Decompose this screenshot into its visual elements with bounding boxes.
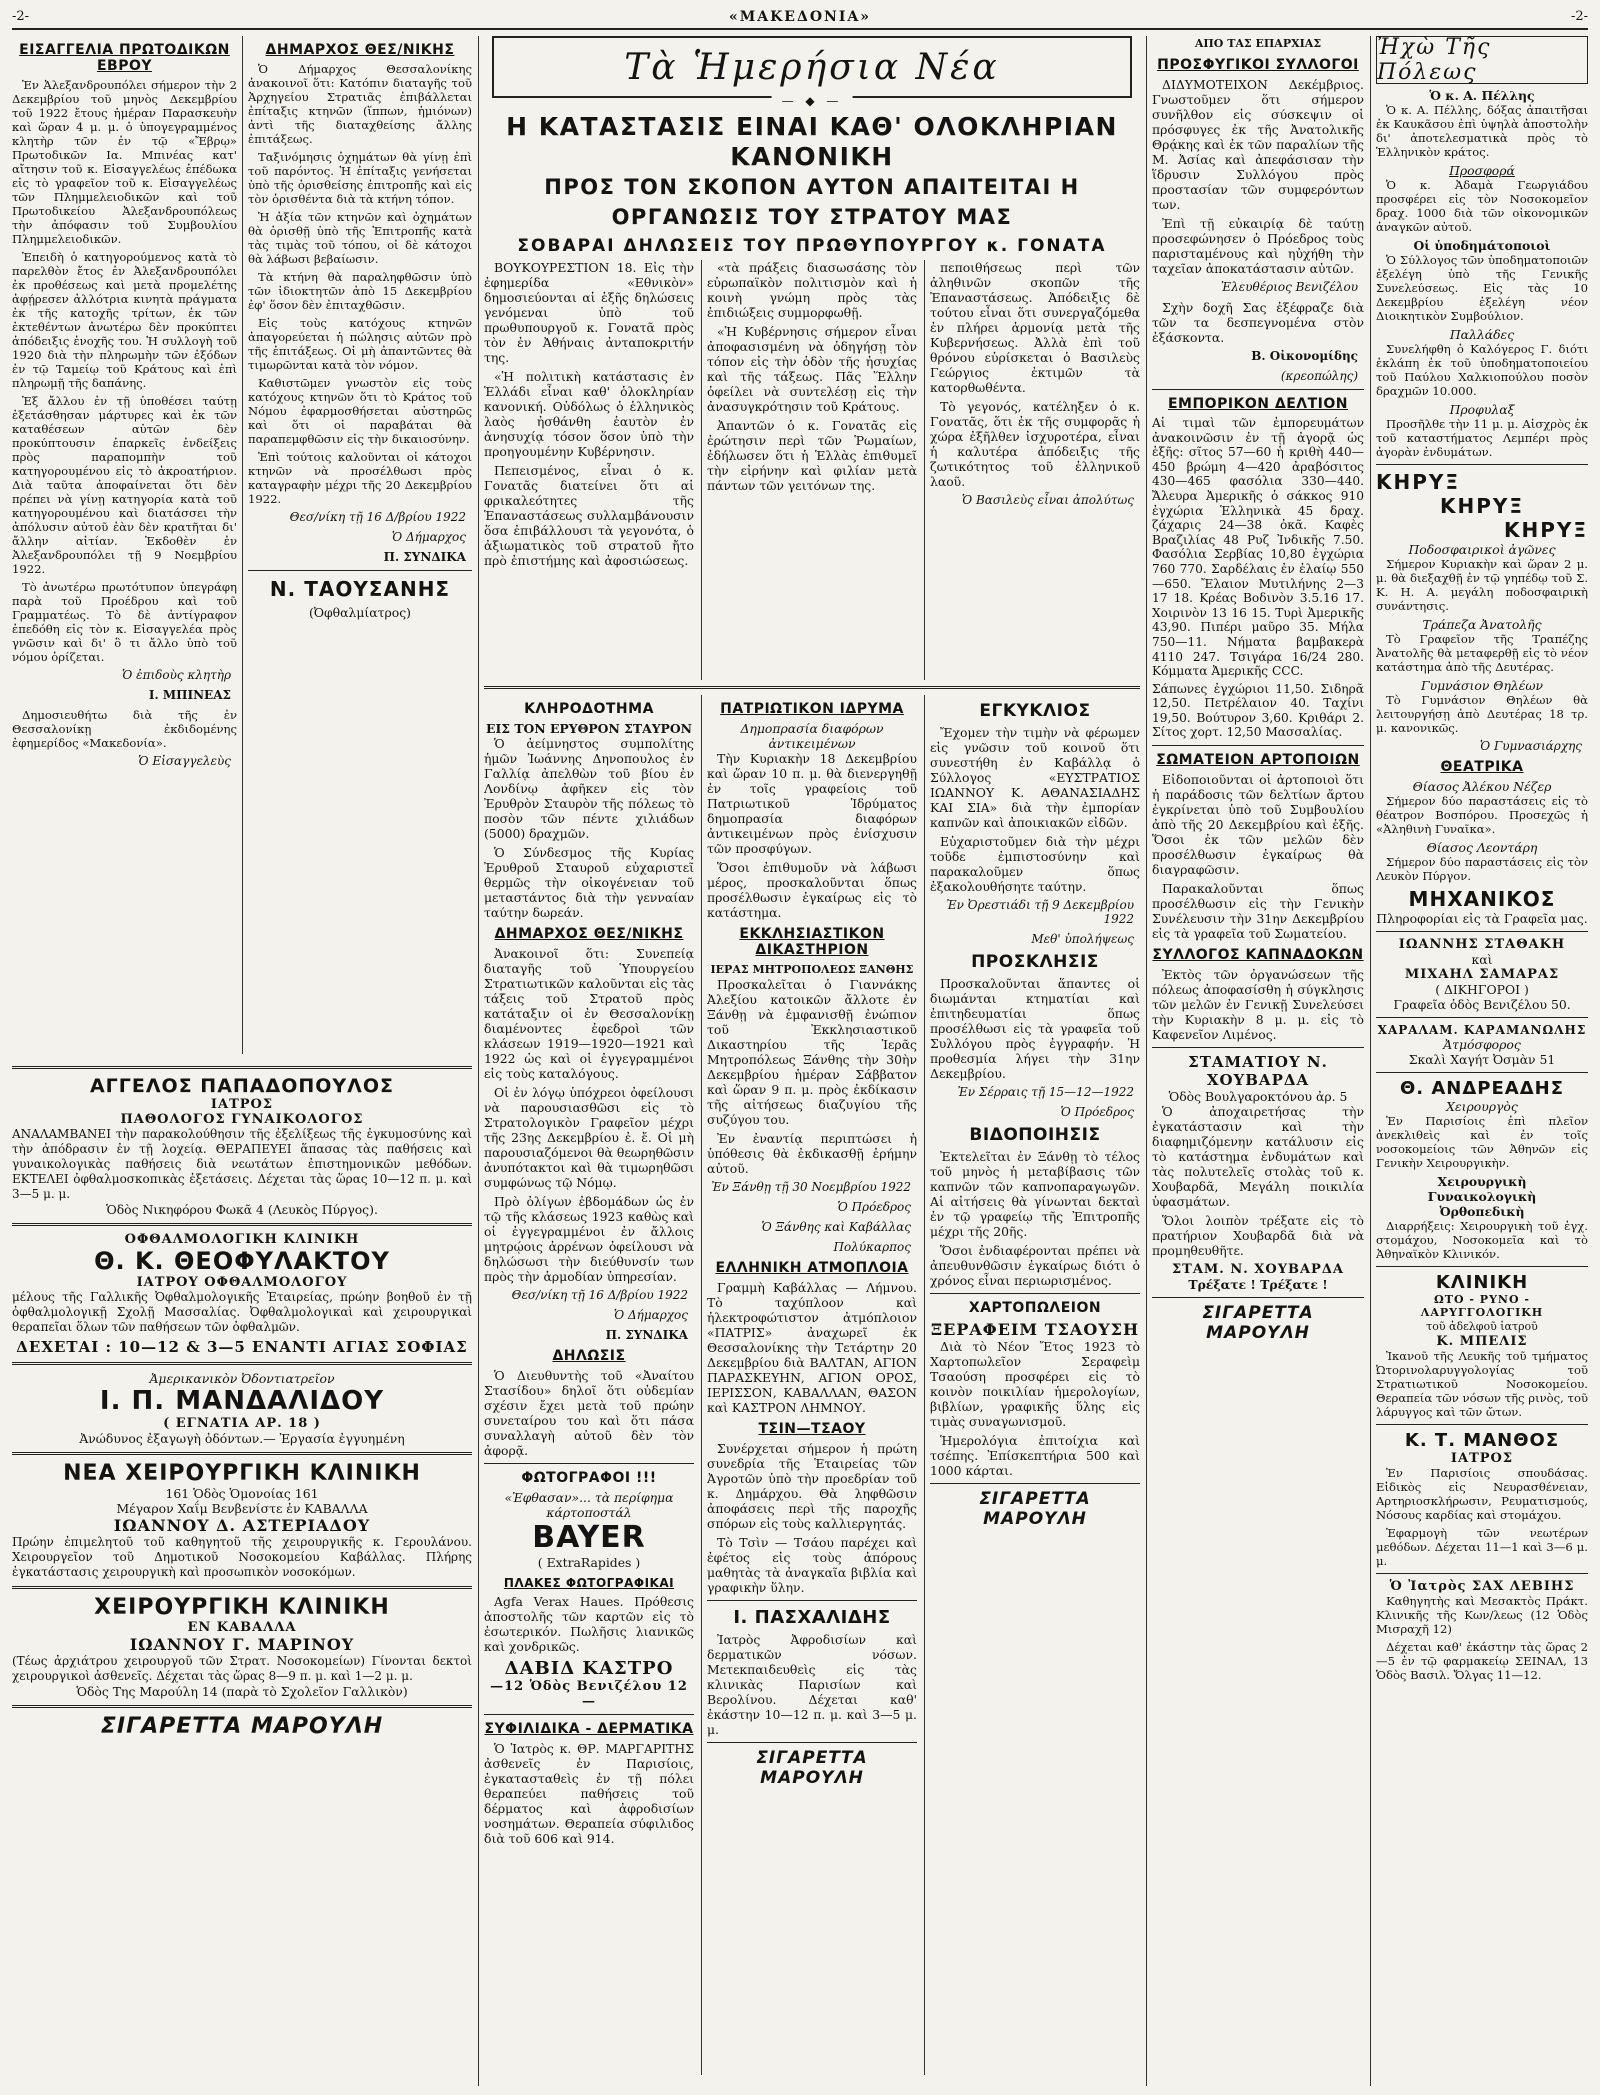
lead-col-2	[707, 260, 917, 497]
ad-name: ΙΩΑΝΝΗΣ ΣΤΑΘΑΚΗ	[1398, 937, 1566, 952]
news-title: Παλλάδες	[1449, 327, 1515, 342]
headline-klirodotima: ΚΛΗΡΟΔΟΤΗΜΑ	[524, 701, 654, 717]
article-text: Τὸ Τσὶν — Τσάου παρέχει καὶ ἐφέτος εἰς τοὺς ἀπόρους μαθητὰς τὰ ἀναγκαῖα βιβλία καὶ γραφικὴν ὕλην.	[707, 1535, 917, 1595]
ad-text: καὶ	[1471, 952, 1493, 967]
article-text: Ἐκτὸς τῶν ὀργανώσεων τῆς πόλεως ἀποφασίσθη ἡ σύγκλησις τῶν μελῶν ἐν Γενικῇ Συνελεύσει τὴν Κυριακὴν 8 μ. μ. εἰς τὸ Καφενεῖον Λιμένος.	[1152, 967, 1364, 1043]
subheadline: ΕΙΣ ΤΟΝ ΕΡΥΘΡΟΝ ΣΤΑΥΡΟΝ	[486, 721, 692, 736]
lead-headline: Η ΚΑΤΑΣΤΑΣΙΣ ΕΙΝΑΙ ΚΑΘ' ΟΛΟΚΛΗΡΙΑΝ ΚΑΝΟΝΙΚΗ	[506, 112, 1118, 171]
ad-address: Ὁδὸς Βουλγαροκτόνου ἀρ. 5	[1168, 1089, 1348, 1105]
section-banner	[492, 36, 1132, 108]
lead-article	[484, 260, 1140, 680]
column-rule	[701, 695, 702, 2075]
section-label: ΑΠΟ ΤΑΣ ΕΠΑΡΧΙΑΣ	[1194, 37, 1322, 50]
ad-name: ΧΑΡΑΛΑΜ. ΚΑΡΑΜΑΝΩΛΗΣ	[1377, 1023, 1587, 1037]
ad-text: Ὁ ἀποχαιρετήσας τὴν ἐγκατάστασιν καὶ τὴν διαφημιζόμενην κατάλυσιν εἰς τὸ κατάστημα ἐνδυμάτων καὶ τὰς πολυτελεῖς στολὰς τοῦ κ. Χουβαρδᾶ, Μεγάλη ποικιλία ὑφασμάτων.	[1152, 1104, 1364, 1210]
divider	[1152, 389, 1364, 390]
divider	[12, 1223, 472, 1226]
ad-mandalidou-title: Ι. Π. ΜΑΝΔΑΛΙΔΟΥ	[99, 1386, 385, 1416]
ad-text: Ἐν Παρισίοις ἐπὶ πλεῖον ἀνεκλιθεὶς καὶ ἐν τοῖς νοσοκομείοις τῶν Ἀθηνῶν εἰς Γενικὴν Χειρουργικὴν.	[1376, 1114, 1588, 1170]
signature-date: Ἐν Ὀρεστιάδι τῇ 9 Δεκεμβρίου 1922	[946, 898, 1134, 926]
commodity-prices: Αἱ τιμαὶ τῶν ἐμπορευμάτων ἀνακοινῶσιν ἐν τῇ ἀγορᾷ ὡς ἑξῆς: σῖτος 57—60 ἡ κριθὴ 440—450 βρώμη 4—420 ἀραβόσιτος 430—465 φασόλια 330—440. Ἄλευρα Ἀμερικῆς ὁ σάκκος 910 ἐγχώρια Ἑλληνικὰ 45 δραχ. ζάχαρις 24—38 ὀκᾶ. Καφὲς Βραζιλίας 48 Ρυζ Ἰνδικῆς 7.50. Φασόλια Σερβίας 10,80 ἐγχώρια 760 770. Σαρδέλαις ἐν ἐλαίῳ 550—650. Ἔλαιον Μυτιλήνης 2—3 17 18. Κρέας Βοδινὸν 3.5.16 17. Χοιρινὸν 13 16 15. Τυρὶ Ἀμερικῆς 43,90. Πιπέρι μαῦρο 35. Μήλα 750—11. Νήματα βαμβακερὰ 4110 247. Τσιγάρα 16/24 280. Κόμματα Ἀμερικῆς CCC.	[1152, 416, 1364, 679]
headline-taousanis: Ν. ΤΑΟΥΣΑΝΗΣ	[269, 577, 451, 601]
article-text: Προσκαλεῖται ὁ Γιαννάκης Ἀλεξίου κατοικῶν ἄλλοτε ἐν Ξάνθῃ νὰ ἐμφανισθῇ ἐνώπιον τοῦ Ἐκκλησιαστικοῦ Δικαστηρίου τῆς Ἱερᾶς Μητροπόλεως Ξάνθης τὴν 30ὴν Δεκεμβρίου ἡμέραν Σάββατον καὶ ὥραν 9 π. μ. πρὸς ἐκδίκασιν τῆς αἰτήσεως διαζυγίου τῆς συζύγου του.	[707, 977, 917, 1127]
divider	[1152, 1297, 1364, 1298]
article-text: Ἐπειδὴ ὁ κατηγορούμενος κατὰ τὸ παρελθὸν ἔτος ἐν Ἀλεξανδρουπόλει ἐκ προθέσεως καὶ μετὰ προμελέτης ἀφῄρεσεν ἀλλότρια κινητὰ πράγματα ἐκ τῆς κατοχῆς τρίτων, ἐκ τῶν ἐκτεθέντων ἀνωτέρω δὲν προκύπτει ἀπόδειξις ἐνοχῆς του. Ἡ συλλογὴ τοῦ 1920 διὰ τὴν πληρωμὴν τῶν ἐξόδων ἐν τῷ Ταμείῳ τοῦ Κράτους καὶ ἐπὶ πληρωμῇ τῆς δαπάνης.	[12, 250, 237, 390]
lead-col-1	[484, 260, 694, 572]
news-title: Ὁ κ. Α. Πέλλης	[1429, 88, 1535, 103]
article-text: «Ἡ Κυβέρνησις σήμερον εἶναι ἀποφασισμένη νὰ ὁδηγήσῃ τὸν τόπον εἰς τὴν ὁδὸν τῆς ἠσυχίας καὶ τῆς τάξεως. Πᾶς Ἕλλην ὀφείλει νὰ συντελέσῃ εἰς τὴν ἀνασυγκρότησιν τοῦ Κράτους.	[707, 324, 917, 414]
headline-prosfygikoi: ΠΡΟΣΦΥΓΙΚΟΙ ΣΥΛΛΟΓΟΙ	[1157, 57, 1359, 73]
ad-text: (Τέως ἀρχιάτρου χειρουργοῦ τῶν Στρατ. Νοσοκομείων) Γίνονται δεκτοὶ χειρουργικοὶ ἀσθενεῖς. Δέχεται τὰς ὥρας 8—9 π. μ. καὶ 1—2 μ. μ.	[12, 1654, 472, 1683]
divider	[1152, 1047, 1364, 1048]
divider	[12, 1586, 472, 1589]
ad-subtitle: τοῦ ἀδελφοῦ ἰατροῦ	[1426, 1320, 1538, 1333]
ad-text: Agfa Verax Haues. Πρόθεσις ἀποστολῆς τῶν καρτῶν εἰς τὸ ἐσωτερικόν. Πωλῆσις λιανικῶς καὶ χονδρικῶς.	[484, 1594, 694, 1654]
ad-text: Ἐφαρμογὴ τῶν νεωτέρων μεθόδων. Δέχεται 11—1 καὶ 3—6 μ. μ.	[1376, 1526, 1588, 1568]
column-rule	[924, 695, 925, 2075]
ad-address: 161 Ὁδὸς Ὁμονοίας 161	[165, 1486, 319, 1501]
ad-clinic2-title: ΧΕΙΡΟΥΡΓΙΚΗ ΚΛΙΝΙΚΗ	[94, 1595, 390, 1620]
ad-subtitle: ΙΑΤΡΟΣ	[210, 1097, 274, 1112]
ad-kliniki: ΚΛΙΝΙΚΗ	[1435, 1272, 1529, 1293]
divider	[12, 1066, 472, 1069]
headline-artopoioi: ΣΩΜΑΤΕΙΟΝ ΑΡΤΟΠΟΙΩΝ	[1156, 752, 1360, 769]
ad-header: Ἀμερικανικὸν Ὀδοντιατρεῖον	[149, 1371, 335, 1386]
divider	[930, 1483, 1140, 1484]
signature: Ὁ ἐπιδοὺς κλητὴρ	[122, 668, 231, 682]
article-text: «τὰ πράξεις διασωσάσης τὸν εὐρωπαϊκὸν πολιτισμὸν καὶ ἡ κοινὴ γνώμη πρὸς τὰς ἐπιδιώξεις συμμορφωθῇ.	[707, 260, 917, 320]
article-text: Εὐχαριστοῦμεν διὰ τὴν μέχρι τοῦδε ἐμπιστοσύνην καὶ παρακαλοῦμεν ὅπως ἐξακολουθήσητε ταύτην.	[930, 834, 1140, 894]
news-title: Τράπεζα Ἀνατολῆς	[1422, 617, 1542, 632]
column-rule	[242, 36, 243, 1054]
article-text: Ἐν ἐναντίᾳ περιπτώσει ἡ ὑπόθεσις θὰ ἐκδικασθῇ ἐρήμην αὐτοῦ.	[707, 1131, 917, 1176]
article-text: Καθιστῶμεν γνωστὸν εἰς τοὺς κατόχους κτηνῶν ὅτι τὸ Κράτος τοῦ Νόμου ἐφαρμοσθήσεται αὐστηρῶς καὶ ὅτι οἱ παραβάται θὰ παραπεμφθῶσιν εἰς τὴν δικαιοσύνην.	[248, 376, 472, 446]
headline-fotografoi: ΦΩΤΟΓΡΑΦΟΙ !!!	[521, 1470, 657, 1486]
ad-text: Ἐν Παρισίοις σπουδάσας. Εἰδικὸς εἰς Νευρασθένειαν, Αρτηριοσκλήρωσιν, Ρευματισμούς, Νόσους καρδίας καὶ στομάχου.	[1376, 1466, 1588, 1522]
article-text: Ἐν Ἀλεξανδρουπόλει σήμερον τὴν 2 Δεκεμβρίου τοῦ μηνὸς Δεκεμβρίου τοῦ 1922 ἔτους ἡμέραν Παρασκευὴν καὶ ὥραν 4 μ. μ. ὁ ὑπογεγραμμένος κλητὴρ τῶν ἐν τῷ «Ἔβρῳ» Πρωτοδικῶν Ια. Μπινέας κατ' αἴτησιν τοῦ κ. Εἰσαγγελέως ἐπέδωκα εἰς τὸ γραφεῖον τοῦ κ. Εἰσαγγελέως τῶν Πλημμελειοδικῶν καὶ τοῦ Πρωτοδικείου Ἀλεξανδρουπόλεως τὴν ἀπόφασιν τοῦ Συμβουλίου Πλημμελειοδικῶν.	[12, 78, 237, 246]
news-title: Θίασος Λεοντάρη	[1426, 840, 1538, 855]
ad-name: Ὁ Ἰατρὸς ΣΑΧ ΛΕΒΙΗΣ	[1389, 1579, 1575, 1594]
article-text: Ὁ Δήμαρχος Θεσσαλονίκης ἀνακοινοῖ ὅτι: Κατόπιν διαταγῆς τοῦ Ἀρχηγείου Στρατιᾶς ἐπιβάλλεται ἐπίταξις κτηνῶν (ἵππων, ἡμιόνων) ἀντὶ τῆς διαταχθείσης ἄλλης ἐπιτάξεως.	[248, 62, 472, 146]
article-text: Ἀπαντῶν ὁ κ. Γονατᾶς εἰς ἐρώτησιν περὶ τῶν Ῥωμαίων, ἐδήλωσεν ὅτι ἡ Ἑλλὰς ἐπιθυμεῖ τὴν εἰρήνην καὶ φιλίαν μετὰ πάντων τῶν γειτόνων της.	[707, 418, 917, 493]
signature: Ὁ Γυμνασιάρχης	[1479, 739, 1582, 753]
ad-address: —12 Ὁδὸς Βενιζέλου 12—	[490, 1679, 688, 1709]
signature: Ὁ Δήμαρχος	[613, 1308, 688, 1322]
right-column	[1152, 36, 1364, 1343]
signature: Ὁ Πρόεδρος	[1060, 1105, 1134, 1119]
signature: Μεθ' ὑπολήψεως	[1031, 932, 1134, 946]
article-text: Δημοσιευθήτω διὰ τῆς ἐν Θεσσαλονίκῃ ἐκδιδομένης ἐφημερίδος «Μακεδονία».	[12, 708, 237, 750]
article-text: «Ἡ πολιτικὴ κατάστασις ἐν Ἑλλάδι εἶναι καθ' ὁλοκληρίαν κανονική. Οὐδόλως ὁ ἑλληνικὸς λαὸς ἠσθάνθη ἑαυτὸν ἐν ἀνησυχίᾳ τόσον ὅσον ὑπὸ τὴν προηγουμένην Κυβέρνησιν.	[484, 369, 694, 459]
ad-name: ΙΩΑΝΝΟΥ Δ. ΑΣΤΕΡΙΑΔΟΥ	[113, 1516, 371, 1535]
left-column-a	[12, 36, 237, 774]
signature-name: Ι. ΜΠΙΝΕΑΣ	[148, 688, 231, 702]
article-text: Ἡ ἀξία τῶν κτηνῶν καὶ ὀχημάτων θὰ ὁρισθῇ ὑπὸ τῆς Ἐπιτροπῆς κατὰ τὰς τιμὰς τοῦ τόπου, οἱ δὲ κάτοχοι θὰ λάβωσι βεβαίωσιν.	[248, 210, 472, 266]
headline-dilosis: ΔΗΛΩΣΙΣ	[552, 1348, 626, 1364]
article-text: Παρακαλοῦνται ὅπως προσέλθωσιν εἰς τὴν Γενικὴν Συνέλευσιν τὴν 31ην Δεκεμβρίου εἰς τὰ γραφεῖα τοῦ Σωματείου.	[1152, 881, 1364, 942]
news-text: Τὸ Γραφεῖον τῆς Τραπέζης Ἀνατολῆς θὰ μεταφερθῇ εἰς τὸ νέον κατάστημα ἀπὸ τῆς Δευτέρας.	[1376, 632, 1588, 674]
news-title: Προφυλαξ	[1449, 402, 1515, 417]
ad-hours: ΔΕΧΕΤΑΙ : 10—12 & 3—5 ΕΝΑΝΤΙ ΑΓΙΑΣ ΣΟΦΙΑΣ	[16, 1338, 468, 1356]
ad-slogan: Τρέξατε ! Τρέξατε !	[1188, 1277, 1328, 1293]
signature-date: Ἐν Σέρραις τῇ 15—12—1922	[957, 1085, 1134, 1099]
signature-date: Θεσ/νίκη τῇ 16 Δ/βρίου 1922	[511, 1288, 688, 1302]
ad-text: Καθηγητὴς καὶ Μεσακτὸς Πράκτ. Κλινικῆς τῆς Κων/λεως (12 Ὁδὸς Μισραχῆ 12)	[1376, 1594, 1588, 1636]
news-title: Οἱ ὑποδημάτοποιοὶ	[1413, 238, 1551, 253]
article-text: ΔΙΔΥΜΟΤΕΙΧΟΝ Δεκέμβριος. Γνωστοῦμεν ὅτι σήμερον συνῆλθον εἰς σύσκεψιν οἱ πρόσφυγες ἐκ τῆς Ἀνατολικῆς Θρᾴκης καὶ ἐκ τῶν παραλίων τῆς Μ. Ἀσίας καὶ ἀπεφάσισαν τὴν ἵδρυσιν Συλλόγου πρὸς προστασίαν τῶν συμφερόντων των.	[1152, 77, 1364, 212]
ad-andreadis: Θ. ΑΝΔΡΕΑΔΗΣ	[1399, 1078, 1565, 1099]
subheadline: Δημοπρασία διαφόρων ἀντικειμένων	[740, 721, 884, 751]
ad-name: ΔΑΒΙΔ ΚΑΣΤΡΟ	[504, 1658, 674, 1679]
article-end: Ὁ Βασιλεὺς εἶναι ἀπολύτως	[961, 493, 1134, 507]
ad-name: ΞΕΡΑΦΕΙΜ ΤΣΑΟΥΣΗ	[930, 1320, 1140, 1339]
article-text: Ἐξ ἄλλου ἐν τῇ ὑποθέσει ταύτῃ ἐξετάσθησαν μάρτυρες καὶ ἐκ τῶν καταθέσεων αὐτῶν δὲν προκύπτουσιν ἐπαρκεῖς ἐνδείξεις πρὸς παραπομπὴν τοῦ κατηγορουμένου εἰς τὸ ἀκροατήριον. Διὰ ταῦτα ἀποφαίνεται ὅτι δὲν πρέπει νὰ γίνῃ κατηγορία κατὰ τοῦ κατηγορουμένου καὶ διατάσσει τὴν ἀπόλυσιν αὐτοῦ ἐὰν δὲν κρατῆται δι' ἄλλην αἰτίαν. Ἐκδοθὲν ἐν Ἀλεξανδρουπόλει τῇ 9 Νοεμβρίου 1922.	[12, 394, 237, 576]
divider	[1376, 1424, 1588, 1425]
ad-subtitle: ΕΝ ΚΑΒΑΛΛΑ	[187, 1620, 297, 1635]
headline-paschalidis: Ι. ΠΑΣΧΑΛΙΔΗΣ	[733, 1607, 891, 1628]
page-number-right: -2-	[1570, 9, 1588, 24]
headline-syfilidika: ΣΥΦΙΛΙΔΙΚΑ - ΔΕΡΜΑΤΙΚΑ	[484, 1721, 694, 1737]
headline-chartopoleion: ΧΑΡΤΟΠΩΛΕΙΟΝ	[968, 1300, 1102, 1316]
ad-name: ΣΤΑΜ. Ν. ΧΟΥΒΑΡΔΑ	[1171, 1262, 1345, 1278]
article-text: Εἰς τοὺς κατόχους κτηνῶν ἀπαγορεύεται ἡ πώλησις αὐτῶν πρὸ τῆς ἐπιτάξεως. Οἱ μὴ ἀπαντῶντες θὰ τιμωρῶνται κατὰ τὸν νόμον.	[248, 316, 472, 372]
news-text: Τὸ Γυμνάσιον Θηλέων θὰ λειτουργήσῃ ἀπὸ Δευτέρας 18 τρ. μ. κανονικῶς.	[1376, 693, 1588, 735]
signature-name: Β. Οἰκονομίδης	[1251, 349, 1358, 363]
running-header	[12, 8, 1588, 30]
banner-ornament: — ◆ —	[772, 94, 853, 108]
ad-text: Ὅλοι λοιπὸν τρέξατε εἰς τὸ πρατήριον Χουβαρδᾶ διὰ νὰ προμηθευθῆτε.	[1152, 1213, 1364, 1259]
signature: Ὁ Εἰσαγγελεὺς	[138, 754, 231, 768]
ad-subtitle: Χειρουργὸς	[1446, 1099, 1518, 1114]
divider	[1376, 464, 1588, 465]
article-text: Γραμμὴ Καβάλλας — Λήμνου. Τὸ ταχύπλοον καὶ ἠλεκτροφώτιστον ἀτμόπλοιον «ΠΑΤΡΙΣ» ἀναχωρεῖ ἐκ Θεσσαλονίκης τὴν Τετάρτην 20 Δεκεμβρίου διὰ ΒΑΛΤΑΝ, ΑΓΙΟΝ ΠΑΡΑΣΚΕΥΗΝ, ΑΓΙΟΝ ΟΡΟΣ, ΙΕΡΙΣΣΟΝ, ΚΑΒΑΛΛΑΝ, ΘΑΣΟΝ καὶ ΚΑΣΤΡΟΝ ΛΗΜΝΟΥ.	[707, 1280, 917, 1415]
ad-name: ΣΤΑΜΑΤΙΟΥ Ν. ΧΟΥΒΑΡΔΑ	[1188, 1053, 1328, 1090]
ad-theofylaktou-title: Θ. Κ. ΘΕΟΦΥΛΑΚΤΟΥ	[94, 1247, 390, 1275]
column-rule	[478, 36, 479, 2086]
signature: (κρεοπώλης)	[1280, 369, 1358, 383]
brand-sub: ( ExtraRapides )	[537, 1555, 641, 1570]
article-text: Πρὸ ὀλίγων ἐβδομάδων ὡς ἐν τῷ τῆς κλάσεως 1923 καθὼς καὶ οἱ ἐγγεγραμμένοι ἐν ἄλλοις μητρῴοις ἀρρένων ὀφείλουσι νὰ δηλώσωσι τὴν διεύθυνσίν των πρὸς τὴν ἁρμοδίαν ὑπηρεσίαν.	[484, 1194, 694, 1284]
ad-text: μέλους τῆς Γαλλικῆς Ὀφθαλμολογικῆς Ἑταιρείας, πρώην βοηθοῦ ἐν τῇ ὀφθαλμολογικῇ Σχολῇ Μασσαλίας. Ὀφθαλμολογικαὶ καὶ χειρουργικαὶ θεραπεῖαι ὅλων τῶν παθήσεων τῶν ὀφθαλμῶν.	[12, 1290, 472, 1334]
ad-sigaretta: ΣΙΓΑΡΕΤΤΑ ΜΑΡΟΥΛΗ	[979, 1489, 1091, 1529]
signature: Ὁ Πρόεδρος	[837, 1200, 911, 1214]
article-text: Ταξινόμησις ὀχημάτων θὰ γίνῃ ἐπὶ τοῦ παρόντος. Ἡ ἐπίταξις γενήσεται ὑπὸ τῆς ὁρισθείσης ἐπιτροπῆς καὶ εἰς τὸν ὁρισθέντα διὰ τὰ κτήνη τόπον.	[248, 150, 472, 206]
article-text: Τὸ ἀνωτέρω πρωτότυπον ὑπεγράφη παρὰ τοῦ Προέδρου καὶ τοῦ Γραμματέως. Τὸ δὲ ἀντίγραφον ἐπεδόθη εἰς τὸν κ. Εἰσαγγελέα πρὸς γνῶσιν καὶ δι' ὃ τι ἄλλο ὑπὸ τοῦ νόμου ὁρίζεται.	[12, 580, 237, 664]
kiryx-1: ΚΗΡΥΞ	[1376, 470, 1461, 494]
left-column-b	[248, 36, 472, 620]
news-title: Γυμνάσιον Θηλέων	[1420, 678, 1544, 693]
ad-text: Δέχεται καθ' ἑκάστην τὰς ὥρας 2—5 ἐν τῷ φαρμακείῳ ΣΕΙΝΑΛ, 13 Ὁδὸς Βασιλ. Ὄλγας 11—12.	[1376, 1640, 1588, 1682]
article-text: Τὸ γεγονός, κατέληξεν ὁ κ. Γονατᾶς, ὅτι ἐκ τῆς συμφορᾶς ἡ χώρα ἐξῆλθεν ἰσχυροτέρα, εἶναι ἡ καλυτέρα ἀπόδειξις τῆς ζωτικότητος τοῦ ἑλληνικοῦ λαοῦ.	[930, 399, 1140, 489]
signature: Ὁ Δήμαρχος	[391, 530, 466, 544]
article-text: Ἀνακοινοῖ ὅτι: Συνεπείᾳ διαταγῆς τοῦ Ὑπουργείου Στρατιωτικῶν καλοῦνται εἰς τὰς τάξεις τοῦ Στρατοῦ πρὸς κατάταξιν οἱ ἐν Θεσσαλονίκῃ διαμένοντες ἐφεδροὶ τῶν κλάσεων 1919—1920—1921 καὶ 1922 ὡς καὶ οἱ ἐγγεγραμμένοι εἰς τοὺς καταλόγους.	[484, 946, 694, 1081]
ad-address: Γραφεῖα ὁδὸς Βενιζέλου 50.	[1393, 997, 1571, 1012]
signature-name: Πολύκαρπος	[833, 1240, 911, 1254]
kiryx-2: ΚΗΡΥΞ	[1439, 494, 1524, 518]
article-text: ΒΟΥΚΟΥΡΕΣΤΙΟΝ 18. Εἰς τὴν ἐφημερίδα «Εθνικὸν» δημοσιεύονται αἱ ἑξῆς δηλώσεις γενόμεναι ὑπὸ τοῦ πρωθυπουργοῦ κ. Γονατᾶ πρὸς τὸν ἐν Ἀθήναις ἀνταποκριτήν της.	[484, 260, 694, 365]
subheadline: ΙΕΡΑΣ ΜΗΤΡΟΠΟΛΕΩΣ ΞΑΝΘΗΣ	[710, 963, 914, 976]
ad-papadopoulos-title: ΑΓΓΕΛΟΣ ΠΑΠΑΔΟΠΟΥΛΟΣ	[89, 1075, 395, 1097]
lower-col-3	[930, 695, 1140, 1529]
lower-center	[484, 695, 1140, 2075]
news-title: Προσφορά	[1449, 163, 1515, 178]
ad-sigaretta: ΣΙΓΑΡΕΤΤΑ ΜΑΡΟΥΛΗ	[1202, 1303, 1314, 1344]
signature-name: Π. ΣΥΝΔΙΚΑ	[605, 1328, 688, 1342]
news-text: Ὁ Σύλλογος τῶν ὑποδηματοποιῶν ἐξελέγη ὑπὸ τῆς Γενικῆς Συνελεύσεως. Εἰς τὰς 10 Δεκεμβρίου ἐξελέγη νέον Διοικητικὸν Συμβούλιον.	[1376, 253, 1588, 323]
ad-subtitle: Ἀτμόσφορος	[1443, 1037, 1521, 1052]
article-text: Πεπεισμένος, εἶναι ὁ κ. Γονατᾶς διατείνει ὅτι αἱ φρικαλεότητες τῆς Ἑπαναστάσεως συλλαμβάνουσιν ὅσα ἐπιβάλλουσι τὰ γεγονότα, ὁ ἀξιωματικὸς τοῦ στρατοῦ ἤτο πρὸ ἐπιστήμης καὶ ἀφοσιώσεως.	[484, 463, 694, 568]
page-number-left: -2-	[12, 9, 30, 24]
signature: Ἐλευθέριος Βενιζέλου	[1220, 280, 1358, 294]
news-title: Θίασος Ἀλέκου Νέζερ	[1412, 779, 1552, 794]
article-text: Ἔχομεν τὴν τιμὴν νὰ φέρωμεν εἰς γνῶσιν τοῦ κοινοῦ ὅτι συνεστήθη ἐν Καβάλλᾳ ὁ Σύλλογος «ΕΥΣΤΡΑΤΙΟΣ ΙΩΑΝΝΟΥ Κ. ΑΘΑΝΑΣΙΑΔΗΣ ΚΑΙ ΣΙΑ» διὰ τὴν ἐμπορίαν καπνῶν καὶ ἀποικιακῶν εἰδῶν.	[930, 725, 1140, 830]
column-rule	[701, 260, 702, 680]
ad-text: Πρώην ἐπιμελητοῦ τοῦ καθηγητοῦ τῆς χειρουργικῆς κ. Γερουλάνου. Χειρουργεῖον τοῦ Δημοτικοῦ Νοσοκομείου Καβάλλας. Πλήρης ἐγκατάστασις χειρουργικὴ καὶ προσωπικὸν νοσοκόμων.	[12, 1535, 472, 1579]
ad-address: Σκαλὶ Χαγήτ Ὀσμὰν 51	[1408, 1052, 1556, 1067]
article-text: Ἐκτελεῖται ἐν Ξάνθῃ τὸ τέλος τοῦ μηνὸς ἡ μεταβίβασις τῶν καπνῶν τῶν καπνοπαραγωγῶν. Αἱ αἰτήσεις θὰ γίνωνται δεκταὶ ἐν τῷ γραφείῳ τῆς Ἐπιτροπῆς μέχρι τῆς 20ῆς.	[930, 1149, 1140, 1239]
ad-manthos: Κ. Τ. ΜΑΝΘΟΣ	[1404, 1430, 1560, 1451]
divider	[930, 1293, 1140, 1294]
ad-subtitle: Γυναικολογικὴ	[1427, 1189, 1537, 1204]
ad-address: Μέγαρον Χαΐμ Βενβενίστε ἐν ΚΑΒΑΛΛΑ	[116, 1501, 368, 1516]
ad-header: ΟΦΘΑΛΜΟΛΟΓΙΚΗ ΚΛΙΝΙΚΗ	[124, 1232, 360, 1247]
far-right-column	[1376, 36, 1588, 1686]
ad-name: ΜΙΧΑΗΛ ΣΑΜΑΡΑΣ	[1404, 967, 1560, 982]
ad-text: Διὰ τὸ Νέον Ἔτος 1923 τὸ Χαρτοπωλεῖον Σεραφεὶμ Τσαούση προσφέρει εἰς τὸ κοινὸν ποικιλίαν ἡμερολογίων, βιβλίων, γραφικῆς ὕλης εἰς τιμὰς συναγωνισμοῦ.	[930, 1339, 1140, 1429]
headline-atmoploia: ΕΛΛΗΝΙΚΗ ΑΤΜΟΠΛΟΙΑ	[715, 1260, 909, 1276]
ad-address: Ὁδὸς Της Μαρούλη 14 (παρὰ τὸ Σχολεῖον Γαλλικὸν)	[76, 1684, 408, 1699]
ad-subtitle: ΠΑΘΟΛΟΓΟΣ ΓΥΝΑΙΚΟΛΟΓΟΣ	[120, 1112, 364, 1127]
column-rule	[1370, 36, 1371, 2086]
article-text: Τὰ κτήνη θὰ παραληφθῶσιν ὑπὸ τῶν ἰδιοκτητῶν ἀπὸ 15 Δεκεμβρίου ἐφ' ὅσον δὲν ἐπιταχθῶσιν.	[248, 270, 472, 312]
article-text: Σχὴν δοχῆ Σας ἐξέφραζε διὰ τῶν τα δεσπεγνομένα στὸν ἐξάσκοντα.	[1152, 300, 1364, 345]
divider	[484, 1714, 694, 1715]
article-text: Ἐπὶ τῇ εὐκαιρίᾳ δὲ ταύτῃ προσεφώνησεν ὁ Πρόεδρος τοὺς παρισταμένους καὶ ηὐχήθη τὴν ταχεῖαν ἀποκατάστασιν αὐτῶν.	[1152, 216, 1364, 276]
headline-eisaggelia: ΕΙΣΑΓΓΕΛΙΑ ΠΡΩΤΟΔΙΚΩΝ ΕΒΡΟΥ	[19, 42, 230, 74]
ad-text: ΑΝΑΛΑΜΒΑΝΕΙ τὴν παρακολούθησιν τῆς ἐξελίξεως τῆς ἐγκυμοσύνης καὶ τὴν ἀπόδρασιν ἐν τῇ λοχείᾳ. ΘΕΡΑΠΕΥΕΙ ἅπασας τὰς παθήσεις καὶ γυναικολογικὰς παθήσεις διὰ νεωτάτων ἐπιστημονικῶν μεθόδων. ΕΚΤΕΛΕΙ ὀφθαλμοσκοπικὰς ἐξετάσεις. Δέχεται τὰς ὥρας 10—12 π. μ. καὶ 3—5 μ. μ.	[12, 1127, 472, 1201]
brand-bayer: BAYER	[532, 1520, 646, 1555]
ad-sigaretta: ΣΙΓΑΡΕΤΤΑ ΜΑΡΟΥΛΗ	[756, 1748, 868, 1788]
headline-patriotikon: ΠΑΤΡΙΩΤΙΚΟΝ ΙΔΡΥΜΑ	[720, 701, 904, 717]
headline-prosklisis: ΠΡΟΣΚΛΗΣΙΣ	[971, 952, 1099, 972]
divider	[1376, 1017, 1588, 1018]
article-text: Ἐπὶ τούτοις καλοῦνται οἱ κάτοχοι κτηνῶν νὰ προσέλθωσι πρὸς καταγραφὴν μέχρι τῆς 20 Δεκεμβρίου 1922.	[248, 450, 472, 506]
article-text: Εἰδοποιοῦνται οἱ ἀρτοποιοὶ ὅτι ἡ παράδοσις τῶν δελτίων ἄρτου ἐγκρίνεται ὑπὸ τοῦ Συμβουλίου ἀπὸ τῆς 20 Δεκεμβρίου καὶ ἑξῆς. Ὅσοι ἐκ τῶν μελῶν δὲν προσέλθωσιν ἐγκαίρως θὰ διαγραφῶσιν.	[1152, 772, 1364, 878]
news-text: Σήμερον δύο παραστάσεις εἰς τὸν Λευκὸν Πύργον.	[1376, 855, 1588, 883]
ad-text: Ἰατρὸς Ἀφροδισίων καὶ δερματικῶν νόσων. Μετεκπαιδευθεὶς εἰς τὰς κλινικὰς Παρισίων καὶ Βερολίνου. Δέχεται καθ' ἑκάστην 10—12 π. μ. καὶ 3—5 μ. μ.	[707, 1632, 917, 1737]
divider	[484, 1463, 694, 1464]
ad-mechanikos: ΜΗΧΑΝΙΚΟΣ	[1408, 887, 1556, 911]
divider	[12, 1452, 472, 1455]
ad-text: Διαρρήξεις: Χειρουργικὴ τοῦ ἐγχ. στομάχου, Νοσοκομεῖα καὶ τὸ Ἀθηναϊκὸν Κλινικόν.	[1376, 1219, 1588, 1261]
article-text: Ὁ Διευθυντὴς τοῦ «Ἀναίτου Στασίδου» δηλοῖ ὅτι οὐδεμίαν σχέσιν ἔχει μετὰ τοῦ πρώην συνεταίρου του καὶ ὅτι πάσα συναλλαγὴ αὐτοῦ δὲν τὸν ἀφορᾷ.	[484, 1368, 694, 1458]
news-text: Ὁ κ. Α. Πέλλης, δόξας ἀπαιτῆσαι ἐκ Καυκᾶσου ἐπὶ ὑψηλὰ ἀποστολὴν δι' ἀποτελεσματικὰ πρὸς τὸ Ἑλληνικὸν κράτος.	[1376, 103, 1588, 159]
article-text: Ὁ Σύνδεσμος τῆς Κυρίας Ἐρυθροῦ Σταυροῦ εὐχαριστεῖ θερμῶς τὴν οἰκογένειαν τοῦ μεταστάντος διὰ τὴν γενναίαν ταύτην δωρεάν.	[484, 845, 694, 920]
headline-tsin-tsaou: ΤΣΙΝ—ΤΣΑΟΥ	[758, 1421, 866, 1437]
column-rule	[1146, 36, 1147, 2086]
subheadline: ΠΛΑΚΕΣ ΦΩΤΟΓΡΑΦΙΚΑΙ	[503, 1576, 675, 1590]
ad-clinic-title: ΝΕΑ ΧΕΙΡΟΥΡΓΙΚΗ ΚΛΙΝΙΚΗ	[63, 1461, 421, 1486]
article-text: Ὅσοι ἐνδιαφέρονται πρέπει νὰ ἀπευθυνθῶσιν ἐγκαίρως διότι ὁ χρόνος εἶναι περιωρισμένος.	[930, 1243, 1140, 1288]
ad-subtitle: ( ΕΓΝΑΤΙΑ ΑΡ. 18 )	[163, 1416, 321, 1431]
article-text: Προσκαλοῦνται ἅπαντες οἱ διωμάνται κτηματίαι καὶ ἐπιτηδευματίαι ὅπως προσέλθωσι εἰς τὰ γραφεῖα τοῦ Συλλόγου πρὸς ἐγγραφήν. Ἡ προθεσμία λήγει τὴν 31ην Δεκεμβρίου.	[930, 976, 1140, 1081]
lead-subheadline: ΣΟΒΑΡΑΙ ΔΗΛΩΣΕΙΣ ΤΟΥ ΠΡΩΘΥΠΟΥΡΓΟΥ κ. ΓΟΝΑΤΑ	[517, 236, 1107, 256]
divider	[12, 1705, 472, 1708]
ad-address: Ὁδὸς Νικηφόρου Φωκᾶ 4 (Λευκὸς Πύργος).	[106, 1202, 378, 1217]
section-banner-echo	[1376, 36, 1588, 84]
lead-col-3	[930, 260, 1140, 513]
signature-date: Ἐν Ξάνθῃ τῇ 30 Νοεμβρίου 1922	[711, 1180, 911, 1194]
headline-ekklisiastikon: ΕΚΚΛΗΣΙΑΣΤΙΚΟΝ ΔΙΚΑΣΤΗΡΙΟΝ	[739, 926, 885, 958]
commodity-prices: Σάπωνες ἐγχώριοι 11,50. Σιδηρᾶ 12,50. Πετρέλαιον 40. Ταχίνι 19,50. Βούτυρον 3,60. Κριθάρι 2. Σίτος χορτ. 12,50 Μασσαλίας.	[1152, 681, 1364, 740]
article-text: πεποιθήσεως περὶ τῶν ἀληθινῶν σκοπῶν τῆς Ἐπαναστάσεως. Ἀπόδειξις δὲ τούτου εἶναι ὅτι συνεργαζόμεθα ἐν πλήρει ἁρμονίᾳ μετὰ τῆς Κυβερνήσεως. Ἀλλὰ ἐπὶ τοῦ θρόνου εὑρίσκεται ὁ Βασιλεὺς Γεώργιος ἐκτιμῶν τὰ κατορθωθέντα.	[930, 260, 1140, 395]
news-title: Ποδοσφαιρικοὶ ἀγῶνες	[1408, 542, 1556, 557]
headline-dimarchos-2: ΔΗΜΑΡΧΟΣ ΘΕΣ/ΝΙΚΗΣ	[494, 926, 684, 942]
divider	[707, 1600, 917, 1601]
lower-col-2	[707, 695, 917, 1788]
divider	[1376, 931, 1588, 932]
columns	[12, 36, 1588, 2086]
ad-text: Ἡμερολόγια ἐπιτοίχια καὶ τσέπης. Ἐπίσκεπτήρια 500 καὶ 1000 κάρται.	[930, 1433, 1140, 1478]
ad-subtitle: ΩΤΟ - ΡΥΝΟ - ΛΑΡΥΓΓΟΛΟΓΙΚΗ	[1420, 1293, 1544, 1319]
headline-kapnadokon: ΣΥΛΛΟΓΟΣ ΚΑΠΝΑΔΟΚΩΝ	[1152, 947, 1364, 964]
ad-text: Ἰκανοῦ τῆς Λευκῆς τοῦ τμήματος Ὠτορινολαρυγγολογίας τοῦ Στρατιωτικοῦ Νοσοκομείου. Θεραπεία τῶν νόσων τῆς ρινὸς, τοῦ λάρυγγος καὶ τῶν ὤτων.	[1376, 1349, 1588, 1419]
kiryx-3: ΚΗΡΥΞ	[1503, 518, 1588, 542]
center-block	[484, 36, 1140, 2075]
lead-headline-2: ΠΡΟΣ ΤΟΝ ΣΚΟΠΟΝ ΑΥΤΟΝ ΑΠΑΙΤΕΙΤΑΙ Η ΟΡΓΑΝΩΣΙΣ ΤΟΥ ΣΤΡΑΤΟΥ ΜΑΣ	[544, 175, 1080, 229]
subtitle: (Ὀφθαλμίατρος)	[309, 605, 411, 620]
article-text: Ὅσοι ἐπιθυμοῦν νὰ λάβωσι μέρος, προσκαλοῦνται ὅπως προσέλθωσιν ἐγκαίρως εἰς τὸ κατάστημα.	[707, 860, 917, 920]
divider	[248, 570, 472, 571]
article-text: Συνέρχεται σήμερον ἡ πρώτη συνεδρία τῆς Ἑταιρείας τῶν Ἀγροτῶν ὑπὸ τὴν προεδρίαν τοῦ κ. Δημάρχου. Θὰ ληφθῶσιν ἀποφάσεις περὶ τῆς παροχῆς σπόρων εἰς τοὺς καλλιεργητάς.	[707, 1441, 917, 1531]
ad-text: Ἀνώδυνος ἐξαγωγὴ ὀδόντων.— Ἐργασία ἐγγυημένη	[79, 1431, 405, 1446]
signature: Ὁ Ξάνθης καὶ Καβάλλας	[761, 1220, 911, 1234]
signature-date: Θεσ/νίκη τῇ 16 Δ/βρίου 1922	[289, 510, 466, 524]
divider	[484, 686, 1140, 689]
ad-name: Κ. ΜΠΕΛΙΣ	[1436, 1334, 1528, 1349]
news-text: Σήμερον δύο παραστάσεις εἰς τὸ θέατρον Βοσπόρου. Προσεχῶς ἡ «Ἀληθινὴ Γυναῖκα».	[1376, 794, 1588, 836]
headline-vidopoiisis: ΒΙΔΟΠΟΙΗΣΙΣ	[969, 1125, 1101, 1145]
article-text: Ὁ ἀείμνηστος συμπολίτης ἡμῶν Ἰωάννης Δηνοπουλος ἐν Γαλλίᾳ ἀπελθὼν τοῦ βίου ἐν Λονδίνῳ ἀφῆκεν εἰς τὸν Ἐρυθρὸν Σταυρὸν τῆς πόλεως τὸ ποσὸν τῶν πέντε χιλιάδων (5000) δραχμῶν.	[484, 736, 694, 841]
ad-text: Πληροφορίαι εἰς τὰ Γραφεῖα μας.	[1376, 911, 1588, 926]
ad-text: Ὁ Ἰατρὸς κ. ΘΡ. ΜΑΡΓΑΡΙΤΗΣ ἀσθενεῖς ἐν Παρισίοις, ἐγκατασταθεὶς ἐν τῇ πόλει θεραπεύει παθήσεις τοῦ δέρματος καὶ ἀφροδισίων νοσημάτων. Θεραπεία σύφιλιδος διὰ τοῦ 606 καὶ 914.	[484, 1741, 694, 1846]
headline-emporikon: ΕΜΠΟΡΙΚΟΝ ΔΕΛΤΙΟΝ	[1167, 396, 1349, 412]
signature-name: Π. ΣΥΝΔΙΚΑ	[383, 550, 466, 564]
ad-subtitle: ( ΔΙΚΗΓΟΡΟΙ )	[1435, 982, 1529, 997]
ad-subtitle: Χειρουργικὴ	[1437, 1174, 1527, 1189]
ad-subtitle: ΙΑΤΡΟΥ ΟΦΘΑΛΜΟΛΟΓΟΥ	[136, 1275, 348, 1290]
newspaper-title: «ΜΑΚΕΔΟΝΙΑ»	[729, 8, 871, 25]
divider	[1376, 1573, 1588, 1574]
headline-egkyklios: ΕΓΚΥΚΛΙΟΣ	[979, 701, 1091, 721]
ad-subtitle: ΙΑΤΡΟΣ	[1450, 1451, 1514, 1466]
lower-col-1	[484, 695, 694, 1850]
news-text: Προσῆλθε τὴν 11 μ. μ. Αἰσχρὸς ἐκ τοῦ καταστήματος Λεμπέρι πρὸς ἀγορὰν ἐνδυμάτων.	[1376, 417, 1588, 459]
ad-subtitle: Ὀρθοπεδικὴ	[1439, 1204, 1525, 1219]
divider	[707, 1742, 917, 1743]
left-ads	[12, 1060, 472, 1739]
news-text: Ὁ κ. Ἀδαμὰ Γεωργιάδου προσφέρει εἰς τὸν Νοσοκομεῖον δραχ. 1000 διὰ τῶν οἰκονομικῶν ἀναγκῶν αὐτοῦ.	[1376, 178, 1588, 234]
ad-sigaretta: ΣΙΓΑΡΕΤΤΑ ΜΑΡΟΥΛΗ	[100, 1714, 384, 1739]
banner-title: Ἠχὼ Τῆς Πόλεως	[1377, 36, 1492, 85]
headline-theatrika: ΘΕΑΤΡΙΚΑ	[1440, 759, 1524, 775]
ad-name: ΙΩΑΝΝΟΥ Γ. ΜΑΡΙΝΟΥ	[129, 1635, 355, 1654]
news-text: Συνελήφθη ὁ Καλόγερος Γ. διότι ἐκλάπη ἐκ τοῦ ὑποδηματοποιείου τοῦ Παύλου Χαλκιοπούλου ποσὸν δραχμῶν 10.000.	[1376, 342, 1588, 398]
article-text: Τὴν Κυριακὴν 18 Δεκεμβρίου καὶ ὥραν 10 π. μ. θὰ διενεργηθῇ ἐν τοῖς γραφείοις τοῦ Πατριωτικοῦ Ἱδρύματος δημοπρασία διαφόρων ἀντικειμένων πρὸς ἐνίσχυσιν τῶν προσφύγων.	[707, 751, 917, 856]
ad-text: «Ἐφθασαν»... τὰ περίφημα κάρτοποστάλ	[504, 1490, 674, 1520]
banner-title: Τὰ Ἡμερήσια Νέα	[624, 46, 1000, 88]
divider	[1376, 1266, 1588, 1267]
divider	[1152, 745, 1364, 746]
divider	[12, 1362, 472, 1365]
column-rule	[924, 260, 925, 680]
news-text: Σήμερον Κυριακὴν καὶ ὥραν 2 μ. μ. θὰ διεξαχθῇ ἐν τῷ γηπέδῳ τοῦ Σ. Κ. Η. Α. μεγάλη ποδοσφαιρικὴ συνάντησις.	[1376, 557, 1588, 613]
divider	[1376, 1072, 1588, 1073]
headline-dimarchos: ΔΗΜΑΡΧΟΣ ΘΕΣ/ΝΙΚΗΣ	[265, 42, 455, 58]
article-text: Οἱ ἐν λόγῳ ὑπόχρεοι ὀφείλουσι νὰ παρουσιασθῶσι εἰς τὸ Στρατολογικὸν Γραφεῖον μέχρι τῆς 23ης Δεκεμβρίου ἐ. ἔ. Οἱ μὴ παρουσιαζόμενοι θὰ θεωρηθῶσιν ἀνυπότακτοι καὶ θὰ τιμωρηθῶσι συμφώνως τῷ Νόμῳ.	[484, 1085, 694, 1190]
